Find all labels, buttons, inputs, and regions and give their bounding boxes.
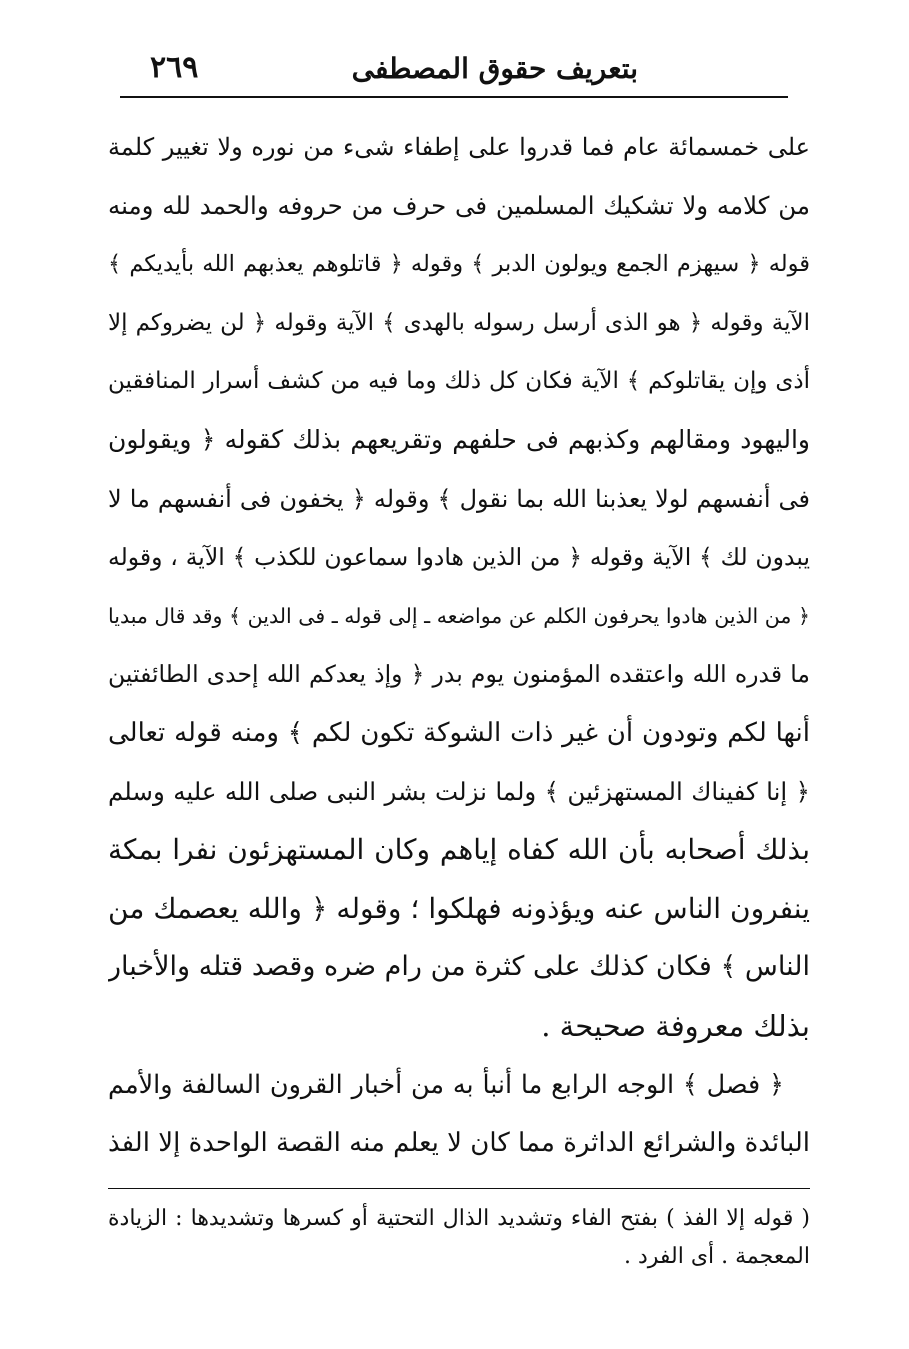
- text-line: الناس ﴾ فكان كذلك على كثرة من رام ضره وقصد قتله والأخبار: [108, 951, 810, 983]
- text-line: أنها لكم وتودون أن غير ذات الشوكة تكون لكم ﴾ ومنه قوله تعالى: [108, 717, 810, 748]
- body-text: [108, 118, 810, 1173]
- text-line: قوله ﴿ سيهزم الجمع ويولون الدبر ﴾ وقوله ﴿ قاتلوهم يعذبهم الله بأيديكم ﴾: [108, 251, 810, 278]
- text-line: الآية وقوله ﴿ هو الذى أرسل رسوله بالهدى ﴾ الآية وقوله ﴿ لن يضروكم إلا: [108, 309, 810, 336]
- text-line: بذلك أصحابه بأن الله كفاه إياهم وكان المستهزئون نفرا بمكة: [108, 833, 810, 867]
- text-line: ﴿ إنا كفيناك المستهزئين ﴾ ولما نزلت بشر النبى صلى الله عليه وسلم: [108, 776, 810, 806]
- text-line: أذى وإن يقاتلوكم ﴾ الآية فكان كل ذلك وما فيه من كشف أسرار المنافقين: [108, 368, 810, 395]
- paragraph-end-line: بذلك معروفة صحيحة .: [541, 1008, 810, 1043]
- text-line: ﴿ من الذين هادوا يحرفون الكلم عن مواضعه ـ إلى قوله ـ فى الدين ﴾ وقد قال مبديا: [108, 603, 810, 628]
- footnote-line: المعجمة . أى الفرد .: [623, 1244, 810, 1269]
- text-line: ما قدره الله واعتقده المؤمنون يوم بدر ﴿ وإذ يعدكم الله إحدى الطائفتين: [108, 660, 810, 689]
- text-line: على خمسمائة عام فما قدروا على إطفاء شىء من نوره ولا تغيير كلمة: [108, 133, 810, 161]
- text-line: يبدون لك ﴾ الآية وقوله ﴿ من الذين هادوا سماعون للكذب ﴾ الآية ، وقوله: [108, 543, 810, 572]
- footnotes: [108, 1200, 810, 1276]
- section-heading-line: ﴿ فصل ﴾ الوجه الرابع ما أنبأ به من أخبار القرون السالفة والأمم: [108, 1069, 784, 1100]
- text-line: فى أنفسهم لولا يعذبنا الله بما نقول ﴾ وقوله ﴿ يخفون فى أنفسهم ما لا: [108, 484, 810, 513]
- page-number: ٢٦٩: [150, 50, 199, 85]
- text-line: ينفرون الناس عنه ويؤذونه فهلكوا ؛ وقوله ﴿ والله يعصمك من: [108, 891, 810, 925]
- text-line: واليهود ومقالهم وكذبهم فى حلفهم وتقريعهم بذلك كقوله ﴿ ويقولون: [108, 424, 810, 454]
- text-line: من كلامه ولا تشكيك المسلمين فى حرف من حروفه والحمد لله ومنه: [108, 190, 810, 220]
- text-line: البائدة والشرائع الداثرة مما كان لا يعلم منه القصة الواحدة إلا الفذ: [108, 1128, 810, 1159]
- running-title: بتعريف حقوق المصطفى: [351, 52, 638, 85]
- footnote-line: ( قوله إلا الفذ ) بفتح الفاء وتشديد الذال التحتية أو كسرها وتشديدها : الزيادة: [108, 1206, 810, 1231]
- footnote-divider: [108, 1188, 810, 1189]
- page-header: [120, 48, 788, 98]
